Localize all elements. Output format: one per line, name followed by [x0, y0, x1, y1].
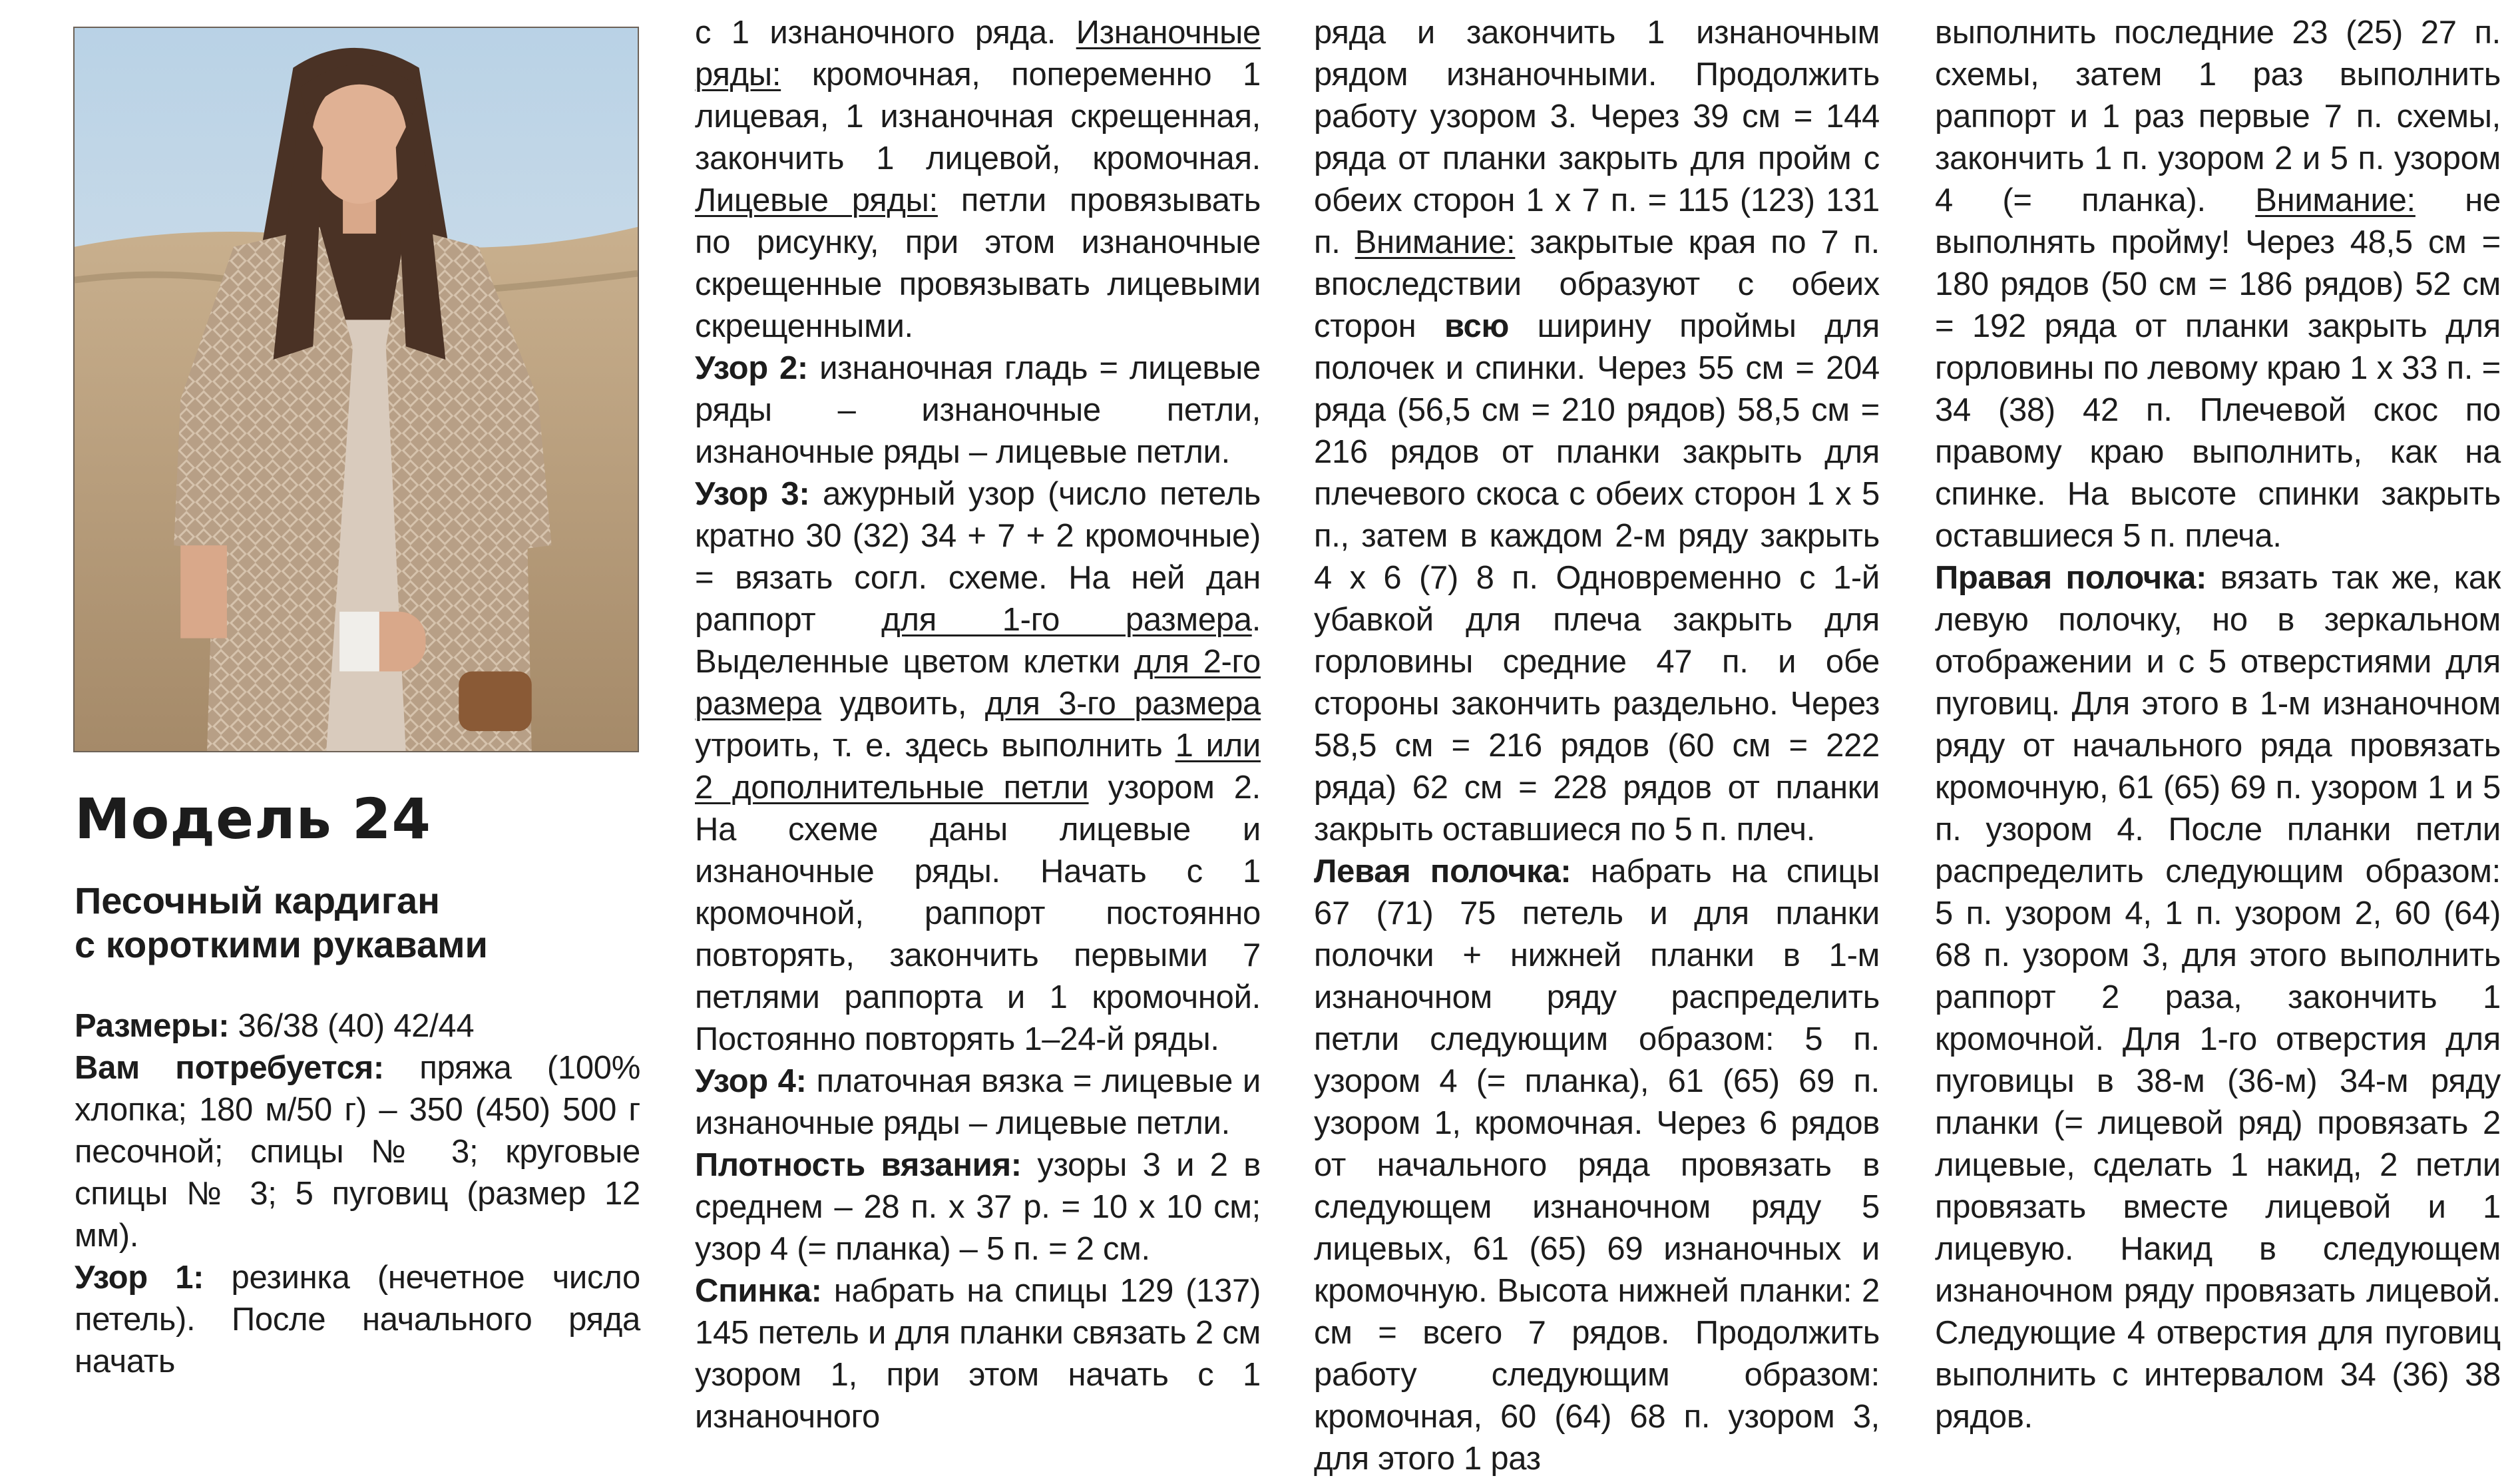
back-continued [1314, 12, 1880, 851]
text-run: ширину проймы для полочек и спинки. Через 55 см = 204 ряда (56,5 см = 210 рядов) 58,5 см = 216 рядов от планки закрыть для плечевого скоса с обеих сторон 1 х 5 п., затем в каждом 2-м ряду закрыть 4 х 6 (7) 8 п. Одновременно с 1-й убавкой для плеча закрыть для горловины средние 47 п. и обе стороны закончить раздельно. Через 58,5 см = 216 рядов (60 см = 222 ряда) 62 см = 228 рядов от планки закрыть оставшиеся по 5 п. плеч. [1314, 308, 1880, 848]
materials-label: Вам потребуется: [75, 1050, 384, 1086]
text-run: узором 2. На схеме даны лицевые и изнаночные ряды. Начать с 1 кромочной, раппорт постоянно повторять, закончить первыми 7 петлями раппорта и 1 кромочной. Постоянно повторять 1–24-й ряды. [695, 770, 1261, 1057]
pattern-3-label: Узор 3: [695, 476, 810, 512]
right-front-label: Правая полочка: [1935, 560, 2207, 596]
text-run: выполнить последние 23 (25) 27 п. схемы, затем 1 раз выполнить раппорт и 1 раз первые 7 п. схемы, закончить 1 п. узором 2 и 5 п. узором 4 (= планка). [1935, 15, 2501, 218]
back-label: Спинка: [695, 1273, 822, 1309]
pattern-2-label: Узор 2: [695, 350, 808, 386]
right-front-text: вязать так же, как левую полочку, но в зеркальном отображении и с 5 отверстиями для пуговиц. Для этого в 1-м изнаночном ряду от начального ряда провязать кромочную, 61 (65) 69 п. узором 1 и 5 п. узором 4. После планки петли распределить следующим образом: 5 п. узором 4, 1 п. узором 2, 60 (64) 68 п. узором 3, для этого выполнить раппорт 2 раза, закончить 1 кромочной. Для 1-го отверстия для пуговицы в 38-м (36-м) 34-м ряду планки (= лицевой ряд) провязать 2 лицевые, сделать 1 накид, 2 петли провязать вместе лицевой и 1 лицевую. Накид в следующем изнаночном ряду провязать лицевой. Следующие 4 отверстия для пуговиц выполнить с интервалом 34 (36) 38 рядов. [1935, 560, 2501, 1435]
back-paragraph [695, 1270, 1261, 1438]
pattern-1-continued [695, 12, 1261, 348]
underlined-text: Внимание: [2255, 182, 2415, 218]
density-paragraph [695, 1144, 1261, 1270]
column-1 [75, 1005, 640, 1383]
materials-text: пряжа (100% хлопка; 180 м/50 г) – 350 (450) 500 г песочной; спицы № 3; круговые спицы № 3; 5 пуговиц (размер 12 мм). [75, 1050, 640, 1254]
column-3 [1314, 12, 1880, 1480]
sizes-text: 36/38 (40) 42/44 [229, 1008, 475, 1044]
pattern-4-paragraph [695, 1061, 1261, 1144]
model-photo [73, 27, 639, 752]
text-run: . Выделенные цветом клетки [695, 602, 1261, 680]
sizes-label: Размеры: [75, 1008, 230, 1044]
pattern-3-paragraph [695, 473, 1261, 1061]
materials-paragraph [75, 1047, 640, 1257]
model-title: Модель 24 [75, 786, 431, 852]
underlined-text: для 1-го размера [881, 602, 1252, 638]
left-front-text: набрать на спицы 67 (71) 75 петель и для планки полочки + нижней планки в 1-м изнаночном ряду распределить петли следующим образом: 5 п. узором 4 (= планка), 61 (65) 69 п. узором 1, кромочная. Через 6 рядов от начального ряда провязать в следующем изнаночном ряду 5 лицевых, 61 (65) 69 изнаночных и кромочную. Высота нижней планки: 2 см = всего 7 рядов. Продолжить работу следующим образом: кромочная, 60 (64) 68 п. узором 3, для этого 1 раз [1314, 854, 1880, 1477]
left-front-paragraph [1314, 851, 1880, 1480]
underlined-text: 1 или 2 дополнительные петли [695, 728, 1261, 806]
text-run: ряда и закончить 1 изнаночным рядом изнаночными. Продолжить работу узором 3. Через 39 см = 144 ряда от планки закрыть для пройм с обеих сторон 1 х 7 п. = 115 (123) 131 п. [1314, 15, 1880, 260]
model-subtitle [75, 879, 647, 967]
underlined-text: для 3-го размера [984, 686, 1261, 722]
underlined-text: Лицевые ряды: [695, 182, 938, 218]
text-run: кромочная, попеременно 1 лицевая, 1 изнаночная скрещенная, закончить 1 лицевой, кромочная. [695, 57, 1261, 176]
pattern-4-text: платочная вязка = лицевые и изнаночные ряды – лицевые петли. [695, 1063, 1261, 1141]
pattern-4-label: Узор 4: [695, 1063, 807, 1099]
pattern-2-text: изнаночная гладь = лицевые ряды – изнаночные петли, изнаночные ряды – лицевые петли. [695, 350, 1261, 470]
underlined-text: Внимание: [1355, 224, 1516, 260]
left-front-continued [1935, 12, 2501, 557]
back-text: набрать на спицы 129 (137) 145 петель и для планки связать 2 см узором 1, при этом начать с 1 изнаночного [695, 1273, 1261, 1435]
density-text: узоры 3 и 2 в среднем – 28 п. х 37 р. = 10 х 10 см; узор 4 (= планка) – 5 п. = 2 см. [695, 1147, 1261, 1267]
text-run: утроить, т. е. здесь выполнить [695, 728, 1175, 764]
sizes-paragraph [75, 1005, 640, 1047]
text-run: с 1 изнаночного ряда. [695, 15, 1076, 51]
column-2 [695, 12, 1261, 1438]
pattern-1-text: резинка (нечетное число петель). После начального ряда начать [75, 1260, 640, 1379]
text-run: закрытые края по 7 п. впоследствии образуют с обеих сторон [1314, 224, 1880, 344]
underlined-text: Изнаночные ряды: [695, 15, 1261, 93]
text-run: петли провязывать по рисунку, при этом изнаночные скрещенные провязывать лицевыми скрещенными. [695, 182, 1261, 344]
subtitle-line-1: Песочный кардиган [75, 879, 441, 921]
column-4 [1935, 12, 2501, 1438]
pattern-1-paragraph [75, 1257, 640, 1383]
subtitle-line-2: с короткими рукавами [75, 923, 488, 965]
pattern-2-paragraph [695, 348, 1261, 473]
pattern-1-label: Узор 1: [75, 1260, 204, 1296]
text-run: удвоить, [821, 686, 985, 722]
bold-text: всю [1444, 308, 1510, 344]
density-label: Плотность вязания: [695, 1147, 1022, 1183]
left-front-label: Левая полочка: [1314, 854, 1572, 889]
text-run: не выполнять пройму! Через 48,5 см = 180 рядов (50 см = 186 рядов) 52 см = 192 ряда от планки закрыть для горловины по левому краю 1 х 33 п. = 34 (38) 42 п. Плечевой скос по правому краю выполнить, как на спинке. На высоте спинки закрыть оставшиеся 5 п. плеча. [1935, 182, 2501, 554]
text-run: ажурный узор (число петель кратно 30 (32) 34 + 7 + 2 кромочные) = вязать согл. схеме. На ней дан раппорт [695, 476, 1261, 638]
underlined-text: для 2-го размера [695, 644, 1261, 722]
right-front-paragraph [1935, 557, 2501, 1438]
